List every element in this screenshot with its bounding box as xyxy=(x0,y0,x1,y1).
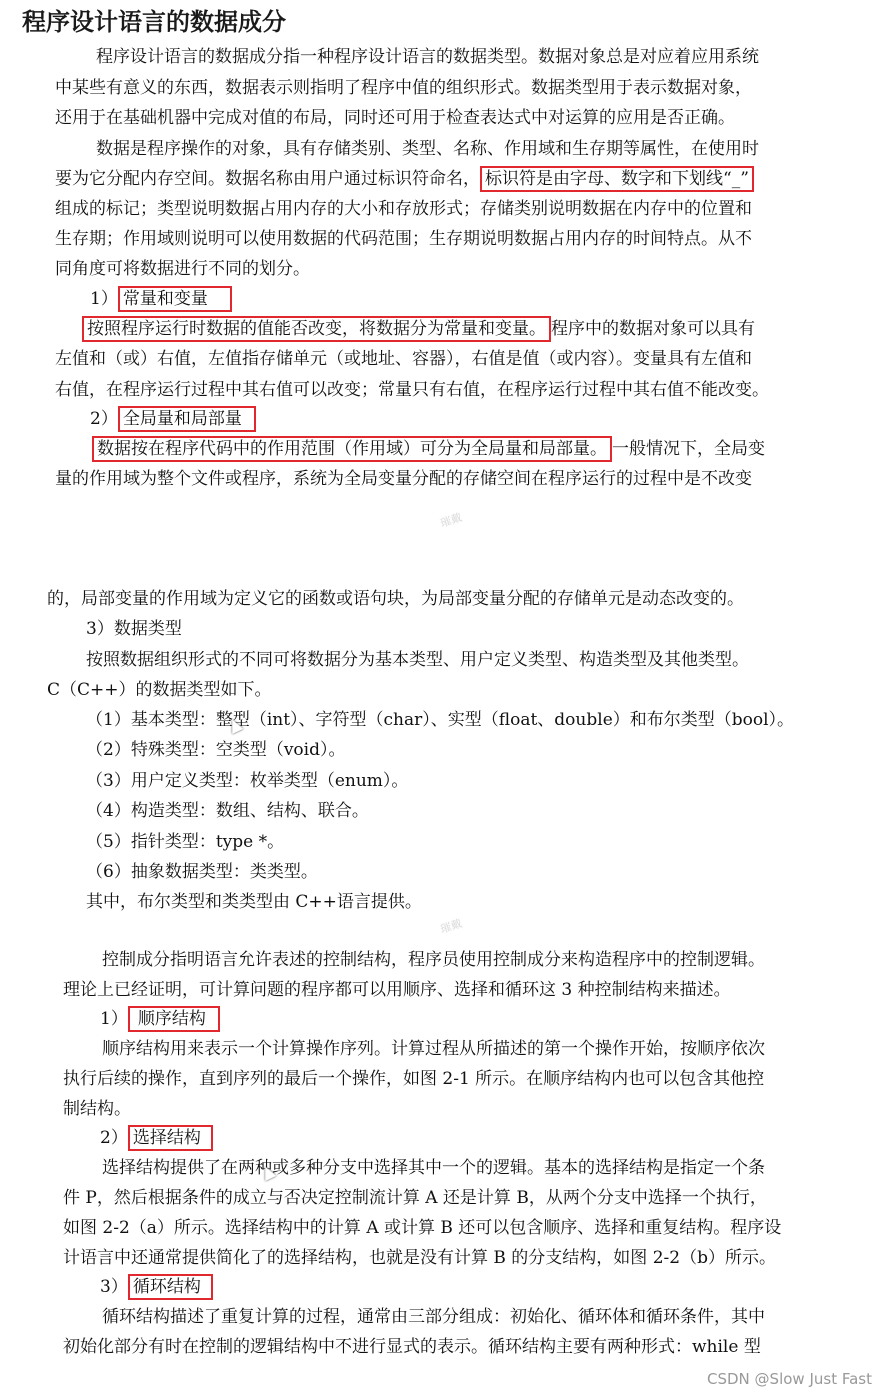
para-line xyxy=(55,166,754,192)
highlight-heading: 循环结构 xyxy=(128,1274,213,1300)
para-line: 中某些有意义的东西，数据表示则指明了程序中值的组织形式。数据类型用于表示数据对象， xyxy=(55,78,752,98)
para-line xyxy=(82,316,755,342)
highlight-heading: 全局量和局部量 xyxy=(118,406,256,432)
heading-number: 2） xyxy=(90,409,118,429)
para-line: 量的作用域为整个文件或程序，系统为全局变量分配的存储空间在程序运行的过程中是不改变 xyxy=(55,469,752,489)
para-line: 按照数据组织形式的不同可将数据分为基本类型、用户定义类型、构造类型及其他类型。 xyxy=(86,650,749,670)
para-line: C（C++）的数据类型如下。 xyxy=(47,680,272,700)
para-line: 程序设计语言的数据成分指一种程序设计语言的数据类型。数据对象总是对应着应用系统 xyxy=(96,47,759,67)
para-line: 数据是程序操作的对象，具有存储类别、类型、名称、作用域和生存期等属性，在使用时 xyxy=(96,139,759,159)
list-item: （2）特殊类型：空类型（void）。 xyxy=(86,740,346,760)
para-line: 执行后续的操作，直到序列的最后一个操作，如图 2-1 所示。在顺序结构内也可以包含其他控 xyxy=(63,1069,765,1089)
para-line: 生存期；作用域则说明可以使用数据的代码范围；生存期说明数据占用内存的时间特点。从不 xyxy=(55,229,752,249)
highlight-heading: 选择结构 xyxy=(128,1125,213,1151)
para-line: 选择结构提供了在两种或多种分支中选择其中一个的逻辑。基本的选择结构是指定一个条 xyxy=(102,1158,765,1178)
para-text: 要为它分配内存空间。数据名称由用户通过标识符命名， xyxy=(55,169,480,189)
highlight-identifier: 标识符是由字母、数字和下划线“_” xyxy=(480,166,754,192)
para-line: 其中，布尔类型和类类型由 C++语言提供。 xyxy=(86,892,422,912)
para-line: 右值，在程序运行过程中其右值可以改变；常量只有右值，在程序运行过程中其右值不能改变。 xyxy=(55,380,769,400)
para-line: 左值和（或）右值，左值指存储单元（或地址、容器），右值是值（或内容）。变量具有左值和 xyxy=(55,349,752,369)
highlight-heading: 常量和变量 xyxy=(118,286,232,312)
watermark: 璀戴 xyxy=(438,510,464,531)
list-item: （4）构造类型：数组、结构、联合。 xyxy=(86,801,369,821)
heading-number: 2） xyxy=(100,1128,128,1148)
para-line: 同角度可将数据进行不同的划分。 xyxy=(55,259,310,279)
para-line: 还用于在基础机器中完成对值的布局，同时还可用于检查表达式中对运算的应用是否正确。 xyxy=(55,108,735,128)
para-line: 的，局部变量的作用域为定义它的函数或语句块，为局部变量分配的存储单元是动态改变的。 xyxy=(47,589,744,609)
para-line: 循环结构描述了重复计算的过程，通常由三部分组成：初始化、循环体和循环条件，其中 xyxy=(102,1307,765,1327)
para-line: 制结构。 xyxy=(63,1099,131,1119)
para-text: 程序中的数据对象可以具有 xyxy=(551,319,755,339)
list-item: （1）基本类型：整型（int）、字符型（char）、实型（float、double）和布尔类型（bool）。 xyxy=(86,710,795,730)
page-title: 程序设计语言的数据成分 xyxy=(22,8,286,36)
heading-number: 3） xyxy=(100,1277,128,1297)
heading-selection xyxy=(100,1125,213,1151)
heading-data-types: 3）数据类型 xyxy=(86,619,182,639)
para-line: 理论上已经证明，可计算问题的程序都可以用顺序、选择和循环这 3 种控制结构来描述。 xyxy=(63,980,731,1000)
csdn-watermark-footer: CSDN @Slow Just Fast xyxy=(707,1370,872,1388)
para-line: 控制成分指明语言允许表述的控制结构，程序员使用控制成分来构造程序中的控制逻辑。 xyxy=(102,950,765,970)
heading-loop xyxy=(100,1274,213,1300)
list-item: （6）抽象数据类型：类类型。 xyxy=(86,862,318,882)
heading-global-local xyxy=(90,406,256,432)
heading-sequence xyxy=(100,1006,220,1032)
para-line xyxy=(92,436,765,462)
para-line: 组成的标记；类型说明数据占用内存的大小和存放形式；存储类别说明数据在内存中的位置和 xyxy=(55,199,752,219)
para-line: 初始化部分有时在控制的逻辑结构中不进行显式的表示。循环结构主要有两种形式：while 型 xyxy=(63,1337,761,1357)
highlight-sentence: 数据按在程序代码中的作用范围（作用域）可分为全局量和局部量。 xyxy=(92,436,612,462)
para-line: 顺序结构用来表示一个计算操作序列。计算过程从所描述的第一个操作开始，按顺序依次 xyxy=(102,1039,765,1059)
highlight-sentence: 按照程序运行时数据的值能否改变，将数据分为常量和变量。 xyxy=(82,316,551,342)
heading-number: 1） xyxy=(90,289,118,309)
heading-constants-variables xyxy=(90,286,232,312)
para-line: 件 P，然后根据条件的成立与否决定控制流计算 A 还是计算 B，从两个分支中选择一个执行， xyxy=(63,1188,767,1208)
list-item: （3）用户定义类型：枚举类型（enum）。 xyxy=(86,771,409,791)
para-line: 计语言中还通常提供简化了的选择结构，也就是没有计算 B 的分支结构，如图 2-2（b）所示。 xyxy=(63,1248,776,1268)
list-item: （5）指针类型：type *。 xyxy=(86,832,285,852)
para-text: 一般情况下，全局变 xyxy=(612,439,765,459)
para-line: 如图 2-2（a）所示。选择结构中的计算 A 或计算 B 还可以包含顺序、选择和重复结构。程序设 xyxy=(63,1218,782,1238)
watermark: 璀戴 xyxy=(438,916,464,937)
highlight-heading: 顺序结构 xyxy=(128,1006,220,1032)
heading-number: 1） xyxy=(100,1009,128,1029)
